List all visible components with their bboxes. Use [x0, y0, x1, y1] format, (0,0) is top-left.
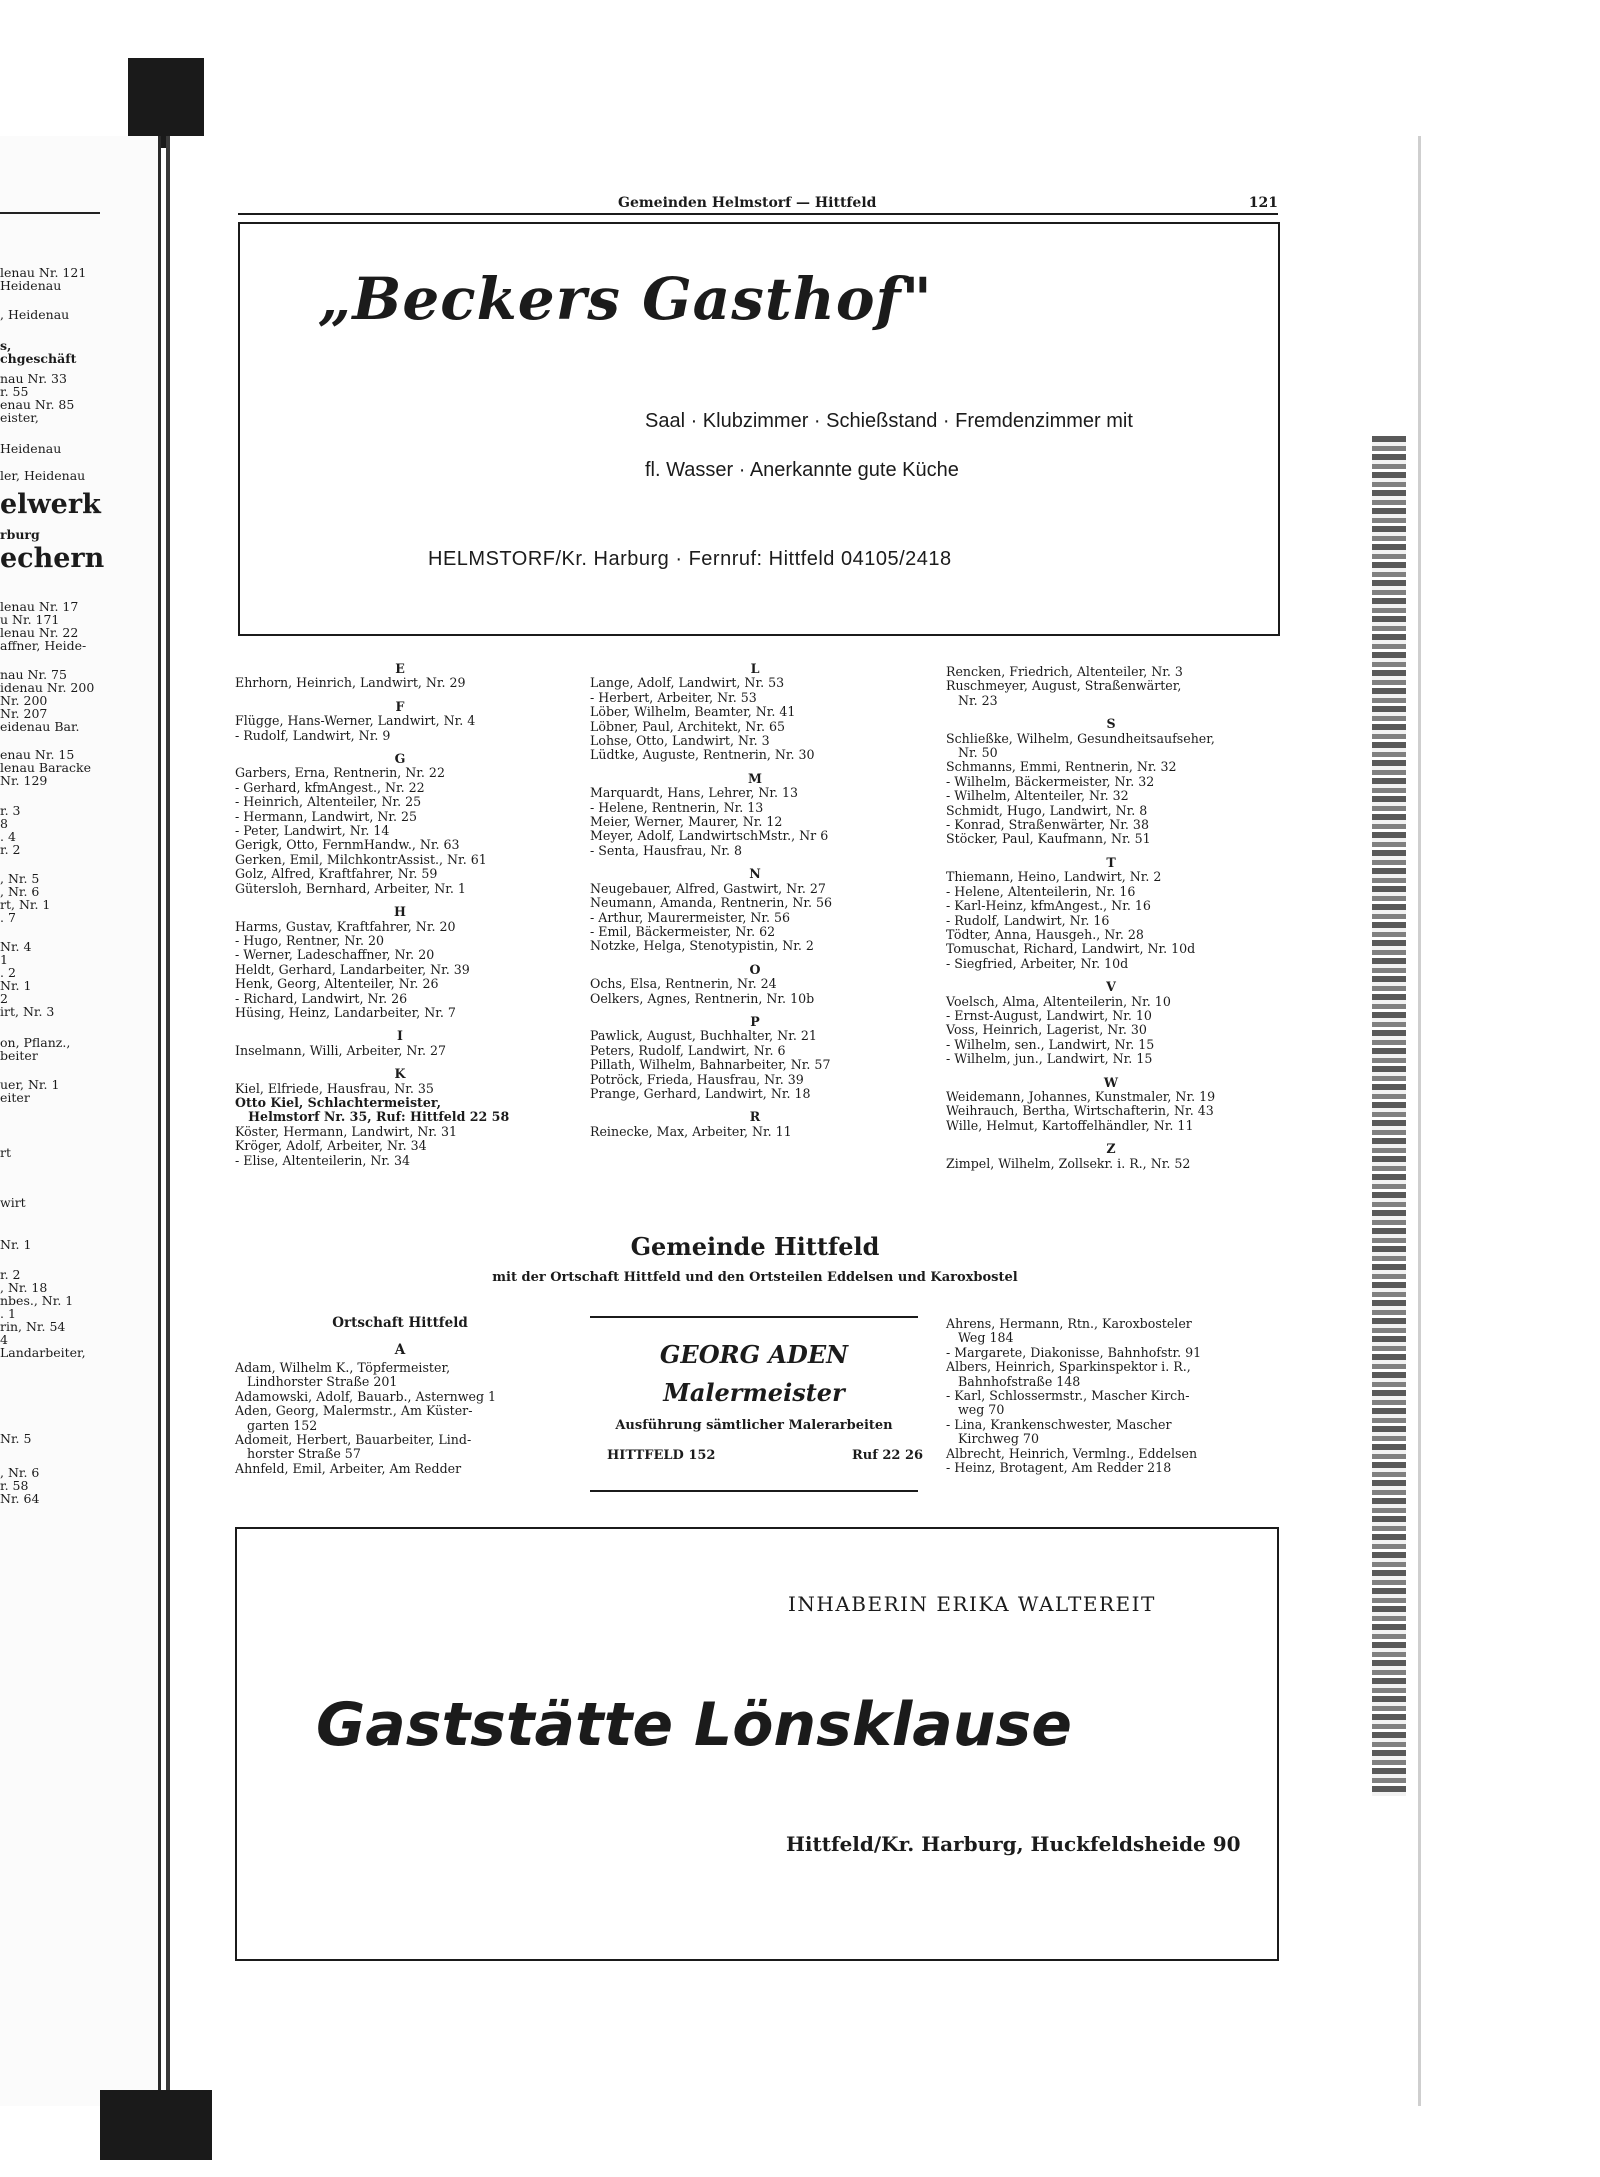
left-page-line: 1	[0, 952, 8, 967]
directory-entry: Voss, Heinrich, Lagerist, Nr. 30	[946, 1022, 1147, 1038]
directory-entry: Oelkers, Agnes, Rentnerin, Nr. 10b	[590, 990, 815, 1006]
directory-entry: - Karl, Schlossermstr., Mascher Kirch-	[946, 1388, 1190, 1404]
directory-entry: - Peter, Landwirt, Nr. 14	[235, 823, 390, 839]
directory-entry: Ahrens, Hermann, Rtn., Karoxbosteler	[946, 1316, 1192, 1331]
hittfeld-column-1	[235, 1361, 565, 1476]
directory-entry: Adomeit, Herbert, Bauarbeiter, Lind-	[235, 1432, 472, 1448]
left-page-line: lenau Nr. 121	[0, 265, 87, 280]
directory-entry: Inselmann, Willi, Arbeiter, Nr. 27	[235, 1042, 447, 1058]
binding-strip-bottom	[100, 2090, 212, 2160]
directory-entry: - Elise, Altenteilerin, Nr. 34	[235, 1152, 411, 1168]
directory-entry: Lange, Adolf, Landwirt, Nr. 53	[590, 675, 785, 691]
directory-entry: Heldt, Gerhard, Landarbeiter, Nr. 39	[235, 961, 470, 977]
loensklause-address: Hittfeld/Kr. Harburg, Huckfeldsheide 90	[786, 1832, 1241, 1856]
directory-entry: Meier, Werner, Maurer, Nr. 12	[590, 814, 783, 830]
page-number: 121	[1248, 195, 1278, 211]
left-page-line: lenau Baracke	[0, 760, 91, 775]
aden-ad-profession: Malermeister	[663, 1378, 845, 1407]
directory-entry: Zimpel, Wilhelm, Zollsekr. i. R., Nr. 52	[946, 1155, 1191, 1171]
directory-entry: Prange, Gerhard, Landwirt, Nr. 18	[590, 1085, 811, 1101]
directory-entry: Pawlick, August, Buchhalter, Nr. 21	[590, 1028, 817, 1044]
ortschaft-heading: Ortschaft Hittfeld	[332, 1315, 468, 1331]
directory-entry: - Helene, Altenteilerin, Nr. 16	[946, 883, 1136, 899]
letter-heading: I	[397, 1028, 403, 1044]
left-page-line: rt	[0, 1145, 11, 1160]
left-page-line: 8	[0, 816, 8, 831]
left-page-line: wirt	[0, 1195, 26, 1210]
directory-entry: Gerken, Emil, MilchkontrAssist., Nr. 61	[235, 851, 487, 867]
directory-entry: Nr. 50	[946, 745, 998, 761]
left-page-line: Nr. 129	[0, 773, 48, 788]
left-page-line: , Nr. 6	[0, 1465, 40, 1480]
directory-entry: - Herbert, Arbeiter, Nr. 53	[590, 689, 757, 705]
left-page-line: elwerk	[0, 489, 101, 520]
directory-entry: Voelsch, Alma, Altenteilerin, Nr. 10	[946, 993, 1171, 1009]
aden-ad-name: GEORG ADEN	[659, 1340, 849, 1369]
directory-entry: Garbers, Erna, Rentnerin, Nr. 22	[235, 765, 445, 781]
left-page-line: Heidenau	[0, 441, 62, 456]
left-page-line: . 1	[0, 1306, 16, 1321]
left-page-line: enau Nr. 15	[0, 747, 75, 762]
left-page-line: beiter	[0, 1048, 38, 1063]
left-page-line: Nr. 200	[0, 693, 48, 708]
aden-ad-phone: Ruf 22 26	[852, 1448, 924, 1463]
letter-heading: R	[749, 1109, 761, 1125]
directory-entry: - Hugo, Rentner, Nr. 20	[235, 932, 385, 948]
left-page-fragment	[0, 136, 161, 2106]
beckers-ad-line2: fl. Wasser · Anerkannte gute Küche	[645, 459, 959, 481]
left-page-line: 4	[0, 1332, 8, 1347]
left-page-line: rburg	[0, 527, 40, 542]
left-page-line: Landarbeiter,	[0, 1345, 86, 1360]
left-page-line: . 4	[0, 829, 16, 844]
directory-entry: Nr. 23	[946, 692, 998, 708]
directory-entry: Tödter, Anna, Hausgeh., Nr. 28	[946, 926, 1144, 942]
letter-heading-a: A	[394, 1342, 406, 1358]
directory-entry: Meyer, Adolf, LandwirtschMstr., Nr 6	[590, 828, 829, 844]
directory-column-1	[235, 662, 565, 1168]
left-page-line: affner, Heide-	[0, 638, 87, 653]
directory-entry: horster Straße 57	[235, 1446, 361, 1462]
directory-entry: Henk, Georg, Altenteiler, Nr. 26	[235, 976, 439, 992]
directory-entry: Ehrhorn, Heinrich, Landwirt, Nr. 29	[235, 675, 466, 691]
left-page-line: on, Pflanz.,	[0, 1035, 71, 1050]
left-page-line: lenau Nr. 22	[0, 625, 79, 640]
directory-entry: Bahnhofstraße 148	[946, 1373, 1081, 1389]
left-page-line: r. 55	[0, 384, 29, 399]
left-page-line: , Nr. 5	[0, 871, 40, 886]
header-title: Gemeinden Helmstorf — Hittfeld	[618, 195, 877, 211]
left-page-line: r. 58	[0, 1478, 29, 1493]
directory-entry: Weihrauch, Bertha, Wirtschafterin, Nr. 43	[946, 1103, 1214, 1119]
left-page-line: rt, Nr. 1	[0, 897, 51, 912]
directory-column-3	[946, 665, 1276, 1171]
directory-entry: - Werner, Ladeschaffner, Nr. 20	[235, 947, 435, 963]
directory-entry: Golz, Alfred, Kraftfahrer, Nr. 59	[235, 866, 438, 882]
directory-entry: Wille, Helmut, Kartoffelhändler, Nr. 11	[946, 1117, 1194, 1133]
left-page-line: Nr. 207	[0, 706, 48, 721]
letter-heading: G	[394, 751, 406, 767]
directory-entry: - Rudolf, Landwirt, Nr. 9	[235, 727, 391, 743]
directory-entry: - Karl-Heinz, kfmAngest., Nr. 16	[946, 898, 1151, 914]
letter-heading: K	[394, 1066, 406, 1082]
section-title-hittfeld: Gemeinde Hittfeld	[630, 1232, 880, 1261]
directory-entry: - Konrad, Straßenwärter, Nr. 38	[946, 817, 1149, 833]
letter-heading: Z	[1106, 1141, 1116, 1157]
aden-ad-bottom-rule	[590, 1490, 918, 1492]
directory-entry: Gerigk, Otto, FernmHandw., Nr. 63	[235, 837, 460, 853]
directory-entry: Schmanns, Emmi, Rentnerin, Nr. 32	[946, 759, 1177, 775]
directory-entry: Tomuschat, Richard, Landwirt, Nr. 10d	[946, 941, 1196, 957]
directory-entry: - Senta, Hausfrau, Nr. 8	[590, 842, 743, 858]
left-page-line: eiter	[0, 1090, 30, 1105]
left-page-line: nau Nr. 75	[0, 667, 67, 682]
header-rule	[238, 213, 1278, 215]
directory-entry: Adam, Wilhelm K., Töpfermeister,	[235, 1360, 451, 1375]
left-page-line: Nr. 1	[0, 1237, 32, 1252]
beckers-ad-line1: Saal · Klubzimmer · Schießstand · Fremdenzimmer mit	[645, 410, 1133, 432]
directory-entry: Aden, Georg, Malermstr., Am Küster-	[235, 1403, 473, 1419]
directory-entry: Kirchweg 70	[946, 1431, 1039, 1447]
left-page-line: nbes., Nr. 1	[0, 1293, 74, 1308]
binding-strip-top	[128, 58, 204, 148]
left-page-line: , Nr. 6	[0, 884, 40, 899]
letter-heading: O	[749, 961, 761, 977]
left-page-line: nau Nr. 33	[0, 371, 67, 386]
directory-entry: - Rudolf, Landwirt, Nr. 16	[946, 912, 1110, 928]
letter-heading: E	[395, 661, 405, 676]
left-page-line: r. 3	[0, 803, 21, 818]
directory-column-2	[590, 662, 920, 1139]
left-page-line: Nr. 4	[0, 939, 32, 954]
directory-entry: - Arthur, Maurermeister, Nr. 56	[590, 909, 791, 925]
letter-heading: L	[750, 661, 760, 676]
directory-entry: Potröck, Frieda, Hausfrau, Nr. 39	[590, 1071, 804, 1087]
directory-entry: - Siegfried, Arbeiter, Nr. 10d	[946, 955, 1129, 971]
directory-entry: Hüsing, Heinz, Landarbeiter, Nr. 7	[235, 1004, 456, 1020]
directory-entry: - Margarete, Diakonisse, Bahnhofstr. 91	[946, 1344, 1202, 1360]
directory-entry: Albrecht, Heinrich, Vermlng., Eddelsen	[946, 1445, 1198, 1461]
directory-entry: Peters, Rudolf, Landwirt, Nr. 6	[590, 1042, 786, 1058]
directory-entry: - Richard, Landwirt, Nr. 26	[235, 990, 408, 1006]
directory-entry: Schließke, Wilhelm, Gesundheitsaufseher,	[946, 730, 1215, 746]
left-page-line: r. 2	[0, 1267, 21, 1282]
letter-heading: S	[1106, 716, 1116, 732]
left-page-line: u Nr. 171	[0, 612, 60, 627]
letter-heading: M	[748, 770, 762, 786]
directory-entry: Lindhorster Straße 201	[235, 1374, 398, 1390]
directory-entry: Harms, Gustav, Kraftfahrer, Nr. 20	[235, 918, 456, 934]
directory-entry: - Heinrich, Altenteiler, Nr. 25	[235, 794, 422, 810]
directory-entry: Albers, Heinrich, Sparkinspektor i. R.,	[946, 1359, 1191, 1375]
directory-entry: garten 152	[235, 1417, 318, 1433]
directory-entry: Weidemann, Johannes, Kunstmaler, Nr. 19	[946, 1088, 1216, 1104]
directory-entry: weg 70	[946, 1402, 1005, 1418]
directory-entry: Ochs, Elsa, Rentnerin, Nr. 24	[590, 976, 777, 992]
directory-entry: - Helene, Rentnerin, Nr. 13	[590, 799, 764, 815]
directory-entry: Otto Kiel, Schlachtermeister,	[235, 1094, 441, 1110]
directory-entry: Adamowski, Adolf, Bauarb., Asternweg 1	[235, 1388, 497, 1404]
directory-entry: Kröger, Adolf, Arbeiter, Nr. 34	[235, 1138, 427, 1154]
directory-entry: - Lina, Krankenschwester, Mascher	[946, 1416, 1172, 1432]
left-page-line: eidenau Bar.	[0, 719, 80, 734]
letter-heading: H	[394, 904, 406, 920]
directory-entry: Notzke, Helga, Stenotypistin, Nr. 2	[590, 938, 814, 954]
left-page-line: Heidenau	[0, 278, 62, 293]
left-page-line: enau Nr. 85	[0, 397, 75, 412]
directory-entry: Thiemann, Heino, Landwirt, Nr. 2	[946, 869, 1162, 885]
left-page-line: s,	[0, 338, 12, 353]
aden-ad-service: Ausführung sämtlicher Malerarbeiten	[615, 1418, 893, 1433]
letter-heading: N	[749, 866, 761, 882]
directory-entry: - Ernst-August, Landwirt, Nr. 10	[946, 1007, 1152, 1023]
left-page-line: Nr. 1	[0, 978, 32, 993]
left-page-line: . 2	[0, 965, 16, 980]
loensklause-name: Gaststätte Lönsklause	[316, 1690, 1072, 1760]
directory-entry: Neumann, Amanda, Rentnerin, Nr. 56	[590, 895, 833, 911]
left-page-line: uer, Nr. 1	[0, 1077, 60, 1092]
directory-entry: - Wilhelm, sen., Landwirt, Nr. 15	[946, 1036, 1155, 1052]
letter-heading: F	[395, 698, 405, 714]
left-page-line: , Nr. 18	[0, 1280, 48, 1295]
directory-entry: Köster, Hermann, Landwirt, Nr. 31	[235, 1123, 458, 1139]
page-edge-bleed	[1372, 436, 1406, 1796]
directory-entry: Neugebauer, Alfred, Gastwirt, Nr. 27	[590, 880, 826, 896]
beckers-ad-address: HELMSTORF/Kr. Harburg · Fernruf: Hittfeld 04105/2418	[428, 548, 952, 570]
section-subtitle-hittfeld: mit der Ortschaft Hittfeld und den Ortsteilen Eddelsen und Karoxbostel	[492, 1270, 1018, 1285]
directory-entry: Rencken, Friedrich, Altenteiler, Nr. 3	[946, 664, 1183, 679]
left-page-line: ler, Heidenau	[0, 468, 86, 483]
directory-entry: Reinecke, Max, Arbeiter, Nr. 11	[590, 1123, 792, 1139]
left-page-line: eister,	[0, 410, 39, 425]
letter-heading: T	[1106, 854, 1116, 870]
left-page-line: idenau Nr. 200	[0, 680, 95, 695]
left-page-line: Nr. 5	[0, 1431, 32, 1446]
directory-entry: Stöcker, Paul, Kaufmann, Nr. 51	[946, 831, 1151, 847]
directory-entry: Schmidt, Hugo, Landwirt, Nr. 8	[946, 802, 1148, 818]
directory-entry: Marquardt, Hans, Lehrer, Nr. 13	[590, 785, 799, 801]
directory-entry: Lohse, Otto, Landwirt, Nr. 3	[590, 733, 770, 749]
letter-heading: V	[1106, 979, 1116, 995]
left-page-line: , Heidenau	[0, 307, 70, 322]
directory-entry: - Emil, Bäckermeister, Nr. 62	[590, 923, 776, 939]
left-page-line: irt, Nr. 3	[0, 1004, 55, 1019]
letter-heading: W	[1103, 1074, 1119, 1090]
left-page-line: lenau Nr. 17	[0, 599, 79, 614]
directory-entry: Helmstorf Nr. 35, Ruf: Hittfeld 22 58	[235, 1109, 510, 1125]
left-page-line: chgeschäft	[0, 351, 77, 366]
left-page-line: echern	[0, 543, 105, 574]
left-page-line: 2	[0, 991, 8, 1006]
directory-entry: Ahnfeld, Emil, Arbeiter, Am Redder	[235, 1460, 462, 1476]
directory-entry: Weg 184	[946, 1330, 1014, 1346]
directory-entry: Flügge, Hans-Werner, Landwirt, Nr. 4	[235, 713, 476, 729]
directory-entry: Ruschmeyer, August, Straßenwärter,	[946, 678, 1182, 694]
directory-entry: - Heinz, Brotagent, Am Redder 218	[946, 1460, 1172, 1476]
directory-entry: - Wilhelm, Altenteiler, Nr. 32	[946, 788, 1129, 804]
left-page-rule	[0, 212, 100, 214]
left-page-line: r. 2	[0, 842, 21, 857]
left-page-line: Nr. 64	[0, 1491, 40, 1506]
left-page-line: . 7	[0, 910, 16, 925]
letter-heading: P	[750, 1013, 760, 1029]
directory-entry: Gütersloh, Bernhard, Arbeiter, Nr. 1	[235, 880, 466, 896]
aden-ad-place: HITTFELD 152	[607, 1448, 716, 1463]
left-page-line: rin, Nr. 54	[0, 1319, 66, 1334]
loensklause-owner: INHABERIN ERIKA WALTEREIT	[788, 1592, 1156, 1616]
aden-ad-top-rule	[590, 1316, 918, 1318]
directory-entry: - Hermann, Landwirt, Nr. 25	[235, 808, 418, 824]
directory-entry: Pillath, Wilhelm, Bahnarbeiter, Nr. 57	[590, 1057, 831, 1073]
hittfeld-column-3	[946, 1317, 1276, 1475]
directory-entry: - Gerhard, kfmAngest., Nr. 22	[235, 779, 425, 795]
directory-entry: Lüdtke, Auguste, Rentnerin, Nr. 30	[590, 747, 815, 763]
directory-entry: - Wilhelm, Bäckermeister, Nr. 32	[946, 773, 1155, 789]
directory-entry: Löber, Wilhelm, Beamter, Nr. 41	[590, 704, 796, 720]
directory-entry: Kiel, Elfriede, Hausfrau, Nr. 35	[235, 1080, 434, 1096]
directory-entry: Löbner, Paul, Architekt, Nr. 65	[590, 718, 785, 734]
directory-entry: - Wilhelm, jun., Landwirt, Nr. 15	[946, 1051, 1153, 1067]
beckers-ad-title: „Beckers Gasthof"	[318, 265, 933, 333]
